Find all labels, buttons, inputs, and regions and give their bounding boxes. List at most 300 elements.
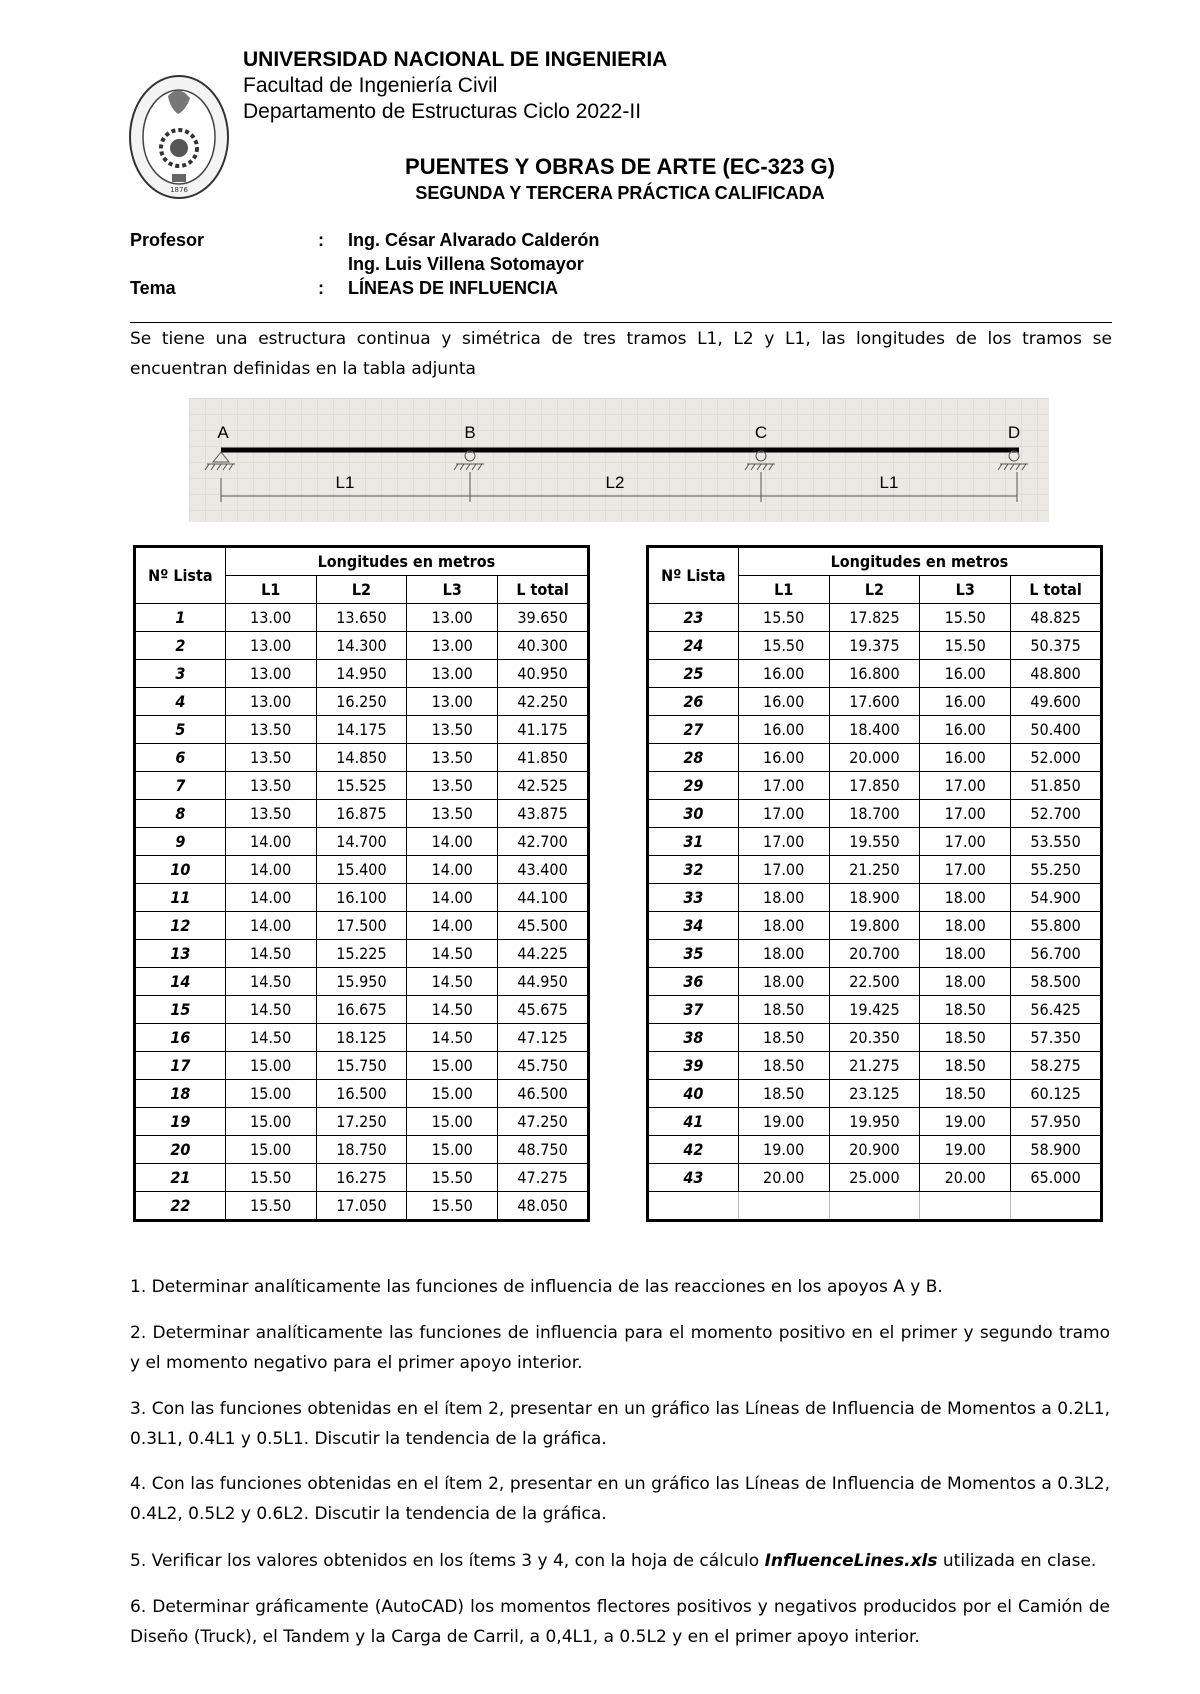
length-cell: 15.00 xyxy=(225,1080,316,1108)
length-cell: 20.900 xyxy=(829,1136,920,1164)
list-number-cell: 3 xyxy=(135,660,226,688)
list-number-cell: 34 xyxy=(648,912,739,940)
length-cell: 15.50 xyxy=(407,1164,498,1192)
length-cell: 13.50 xyxy=(407,716,498,744)
list-number-cell: 18 xyxy=(135,1080,226,1108)
table-row xyxy=(648,912,1102,940)
length-cell: 17.500 xyxy=(316,912,407,940)
table-row xyxy=(135,968,589,996)
length-cell: 14.00 xyxy=(225,884,316,912)
length-cell: 18.750 xyxy=(316,1136,407,1164)
colon: : xyxy=(318,230,324,250)
length-cell: 19.00 xyxy=(920,1108,1011,1136)
length-cell: 13.50 xyxy=(407,800,498,828)
length-cell: 21.275 xyxy=(829,1052,920,1080)
list-number-cell: 17 xyxy=(135,1052,226,1080)
table-row xyxy=(135,1024,589,1052)
empty-cell xyxy=(1011,1192,1102,1221)
empty-row xyxy=(648,1192,1102,1221)
length-cell: 40.950 xyxy=(498,660,589,688)
length-cell: 19.375 xyxy=(829,632,920,660)
length-cell: 20.000 xyxy=(829,744,920,772)
length-cell: 47.125 xyxy=(498,1024,589,1052)
length-cell: 16.00 xyxy=(920,716,1011,744)
table-row xyxy=(648,800,1102,828)
list-number-cell: 16 xyxy=(135,1024,226,1052)
table-row xyxy=(648,632,1102,660)
length-cell: 16.00 xyxy=(738,660,829,688)
length-cell: 19.800 xyxy=(829,912,920,940)
length-cell: 42.250 xyxy=(498,688,589,716)
length-cell: 58.500 xyxy=(1011,968,1102,996)
length-cell: 15.00 xyxy=(225,1108,316,1136)
length-cell: 14.50 xyxy=(407,996,498,1024)
length-cell: 18.00 xyxy=(738,940,829,968)
length-cell: 18.50 xyxy=(738,1080,829,1108)
faculty-name: Facultad de Ingeniería Civil xyxy=(243,74,498,97)
colon: : xyxy=(318,278,324,298)
table-row xyxy=(648,716,1102,744)
length-cell: 20.00 xyxy=(738,1164,829,1192)
intro-paragraph: Se tiene una estructura continua y simétrica de tres tramos L1, L2 y L1, las longitudes de los tramos se encuentran definidas en la tabla adjunta xyxy=(130,329,1112,379)
table-row xyxy=(135,828,589,856)
list-number-cell: 6 xyxy=(135,744,226,772)
table-row xyxy=(648,1164,1102,1192)
length-cell: 40.300 xyxy=(498,632,589,660)
list-number-cell: 11 xyxy=(135,884,226,912)
svg-text:1876: 1876 xyxy=(170,186,188,194)
length-cell: 21.250 xyxy=(829,856,920,884)
length-cell: 17.00 xyxy=(738,856,829,884)
span-label-2: L2 xyxy=(605,473,625,492)
list-number-cell: 20 xyxy=(135,1136,226,1164)
length-cell: 13.00 xyxy=(225,660,316,688)
list-number-cell: 35 xyxy=(648,940,739,968)
list-number-cell: 40 xyxy=(648,1080,739,1108)
col-group-header: Longitudes en metros xyxy=(738,547,1101,576)
length-cell: 41.850 xyxy=(498,744,589,772)
table-row xyxy=(135,1164,589,1192)
table-row xyxy=(135,744,589,772)
length-cell: 14.850 xyxy=(316,744,407,772)
length-cell: 15.00 xyxy=(407,1052,498,1080)
support-label-a: A xyxy=(217,423,229,442)
length-cell: 56.425 xyxy=(1011,996,1102,1024)
exam-title: SEGUNDA Y TERCERA PRÁCTICA CALIFICADA xyxy=(415,183,825,203)
list-number-cell: 33 xyxy=(648,884,739,912)
length-cell: 13.00 xyxy=(407,604,498,632)
length-cell: 19.950 xyxy=(829,1108,920,1136)
length-cell: 65.000 xyxy=(1011,1164,1102,1192)
table-row xyxy=(648,884,1102,912)
length-cell: 15.00 xyxy=(407,1108,498,1136)
length-cell: 15.50 xyxy=(738,604,829,632)
length-cell: 14.950 xyxy=(316,660,407,688)
length-cell: 45.750 xyxy=(498,1052,589,1080)
length-cell: 48.750 xyxy=(498,1136,589,1164)
length-cell: 18.125 xyxy=(316,1024,407,1052)
length-cell: 50.375 xyxy=(1011,632,1102,660)
length-cell: 52.000 xyxy=(1011,744,1102,772)
length-cell: 13.50 xyxy=(225,800,316,828)
length-cell: 14.00 xyxy=(225,828,316,856)
university-seal-logo xyxy=(128,74,230,200)
length-cell: 16.00 xyxy=(738,744,829,772)
table-row xyxy=(135,1136,589,1164)
length-cell: 19.00 xyxy=(738,1108,829,1136)
list-number-cell: 7 xyxy=(135,772,226,800)
length-cell: 42.700 xyxy=(498,828,589,856)
empty-cell xyxy=(920,1192,1011,1221)
length-cell: 53.550 xyxy=(1011,828,1102,856)
length-cell: 15.750 xyxy=(316,1052,407,1080)
length-cell: 13.00 xyxy=(407,660,498,688)
length-cell: 48.825 xyxy=(1011,604,1102,632)
length-cell: 48.800 xyxy=(1011,660,1102,688)
list-number-cell: 8 xyxy=(135,800,226,828)
list-number-cell: 2 xyxy=(135,632,226,660)
length-cell: 14.00 xyxy=(407,856,498,884)
table-row xyxy=(135,772,589,800)
length-cell: 43.400 xyxy=(498,856,589,884)
length-cell: 17.00 xyxy=(920,828,1011,856)
length-cell: 22.500 xyxy=(829,968,920,996)
continuous-beam-diagram xyxy=(189,398,1049,522)
table-row xyxy=(648,828,1102,856)
length-cell: 57.950 xyxy=(1011,1108,1102,1136)
length-cell: 45.675 xyxy=(498,996,589,1024)
length-cell: 43.875 xyxy=(498,800,589,828)
length-cell: 17.00 xyxy=(738,772,829,800)
length-cell: 18.700 xyxy=(829,800,920,828)
list-number-cell: 19 xyxy=(135,1108,226,1136)
length-cell: 13.50 xyxy=(225,772,316,800)
length-cell: 18.50 xyxy=(920,1080,1011,1108)
length-cell: 14.700 xyxy=(316,828,407,856)
length-cell: 13.00 xyxy=(407,632,498,660)
length-cell: 17.850 xyxy=(829,772,920,800)
length-cell: 18.00 xyxy=(920,884,1011,912)
list-number-cell: 4 xyxy=(135,688,226,716)
length-cell: 17.00 xyxy=(920,856,1011,884)
question-6: 6. Determinar gráficamente (AutoCAD) los momentos flectores positivos y negativos producidos por el Camión de Diseño (Truck), el Tandem y la Carga de Carril, a 0,4L1, a 0.5L2 y en el primer apoyo interior. xyxy=(130,1597,1110,1647)
table-row xyxy=(648,856,1102,884)
table-row xyxy=(648,1108,1102,1136)
table-row xyxy=(135,1108,589,1136)
length-cell: 13.650 xyxy=(316,604,407,632)
table-row xyxy=(135,940,589,968)
table-row xyxy=(648,688,1102,716)
list-number-cell: 26 xyxy=(648,688,739,716)
length-cell: 13.50 xyxy=(407,772,498,800)
length-cell: 17.00 xyxy=(920,800,1011,828)
span-label-3: L1 xyxy=(879,473,899,492)
list-number-cell: 9 xyxy=(135,828,226,856)
list-number-cell: 29 xyxy=(648,772,739,800)
table-row xyxy=(135,604,589,632)
length-cell: 15.950 xyxy=(316,968,407,996)
length-cell: 15.50 xyxy=(225,1192,316,1221)
col-header-l2: L2 xyxy=(829,576,920,604)
table-row xyxy=(648,940,1102,968)
length-cell: 15.00 xyxy=(407,1136,498,1164)
col-group-header: Longitudes en metros xyxy=(225,547,588,576)
length-cell: 16.800 xyxy=(829,660,920,688)
list-number-cell: 10 xyxy=(135,856,226,884)
col-header-ltotal: L total xyxy=(1011,576,1102,604)
length-cell: 17.050 xyxy=(316,1192,407,1221)
length-cell: 15.50 xyxy=(225,1164,316,1192)
table-row xyxy=(135,688,589,716)
list-number-cell: 37 xyxy=(648,996,739,1024)
table-row xyxy=(648,968,1102,996)
length-cell: 51.850 xyxy=(1011,772,1102,800)
table-row xyxy=(648,1052,1102,1080)
length-cell: 16.100 xyxy=(316,884,407,912)
length-cell: 52.700 xyxy=(1011,800,1102,828)
table-row xyxy=(135,632,589,660)
col-header-l1: L1 xyxy=(225,576,316,604)
length-cell: 47.275 xyxy=(498,1164,589,1192)
list-number-cell: 43 xyxy=(648,1164,739,1192)
length-cell: 15.50 xyxy=(920,632,1011,660)
table-row xyxy=(135,1052,589,1080)
length-cell: 47.250 xyxy=(498,1108,589,1136)
profesor-label: Profesor xyxy=(130,230,205,250)
length-cell: 58.900 xyxy=(1011,1136,1102,1164)
length-cell: 14.300 xyxy=(316,632,407,660)
question-5: 5. Verificar los valores obtenidos en los ítems 3 y 4, con la hoja de cálculo InfluenceLines.xls utilizada en clase. xyxy=(130,1551,1097,1571)
col-header-l3: L3 xyxy=(407,576,498,604)
length-cell: 45.500 xyxy=(498,912,589,940)
question-1: 1. Determinar analíticamente las funciones de influencia de las reacciones en los apoyos A y B. xyxy=(130,1277,943,1297)
tema-label: Tema xyxy=(130,278,176,298)
table-row xyxy=(648,1080,1102,1108)
length-cell: 14.50 xyxy=(225,940,316,968)
table-row xyxy=(135,996,589,1024)
length-cell: 15.525 xyxy=(316,772,407,800)
university-name: UNIVERSIDAD NACIONAL DE INGENIERIA xyxy=(243,48,668,71)
length-cell: 17.00 xyxy=(920,772,1011,800)
length-cell: 13.00 xyxy=(225,688,316,716)
length-cell: 14.00 xyxy=(407,884,498,912)
length-cell: 20.700 xyxy=(829,940,920,968)
course-title: PUENTES Y OBRAS DE ARTE (EC-323 G) xyxy=(405,154,835,179)
length-cell: 14.50 xyxy=(407,940,498,968)
length-cell: 50.400 xyxy=(1011,716,1102,744)
table-row xyxy=(648,772,1102,800)
length-cell: 18.00 xyxy=(920,968,1011,996)
length-cell: 25.000 xyxy=(829,1164,920,1192)
length-cell: 16.675 xyxy=(316,996,407,1024)
empty-cell xyxy=(829,1192,920,1221)
list-number-cell: 1 xyxy=(135,604,226,632)
length-cell: 16.250 xyxy=(316,688,407,716)
length-cell: 48.050 xyxy=(498,1192,589,1221)
length-cell: 18.50 xyxy=(920,996,1011,1024)
length-cell: 13.00 xyxy=(225,604,316,632)
length-cell: 14.50 xyxy=(407,1024,498,1052)
length-cell: 57.350 xyxy=(1011,1024,1102,1052)
lengths-table-left xyxy=(133,545,590,1222)
length-cell: 44.100 xyxy=(498,884,589,912)
question-4: 4. Con las funciones obtenidas en el ítem 2, presentar en un gráfico las Líneas de Influencia de Momentos a 0.3L2, 0.4L2, 0.5L2 y 0.6L2. Discutir la tendencia de la gráfica. xyxy=(130,1474,1110,1524)
length-cell: 16.00 xyxy=(920,660,1011,688)
length-cell: 16.500 xyxy=(316,1080,407,1108)
length-cell: 18.00 xyxy=(920,940,1011,968)
col-header-ltotal: L total xyxy=(498,576,589,604)
length-cell: 17.250 xyxy=(316,1108,407,1136)
length-cell: 18.50 xyxy=(738,996,829,1024)
table-row xyxy=(648,660,1102,688)
table-row xyxy=(135,856,589,884)
length-cell: 16.00 xyxy=(738,688,829,716)
col-header-l3: L3 xyxy=(920,576,1011,604)
length-cell: 18.50 xyxy=(738,1024,829,1052)
length-cell: 56.700 xyxy=(1011,940,1102,968)
list-number-cell: 21 xyxy=(135,1164,226,1192)
list-number-cell: 30 xyxy=(648,800,739,828)
length-cell: 44.225 xyxy=(498,940,589,968)
length-cell: 20.350 xyxy=(829,1024,920,1052)
length-cell: 14.00 xyxy=(407,912,498,940)
list-number-cell: 13 xyxy=(135,940,226,968)
length-cell: 17.600 xyxy=(829,688,920,716)
length-cell: 46.500 xyxy=(498,1080,589,1108)
length-cell: 18.50 xyxy=(920,1024,1011,1052)
length-cell: 16.00 xyxy=(920,744,1011,772)
length-cell: 17.825 xyxy=(829,604,920,632)
list-number-cell: 22 xyxy=(135,1192,226,1221)
length-cell: 16.875 xyxy=(316,800,407,828)
length-cell: 14.00 xyxy=(225,912,316,940)
length-cell: 14.00 xyxy=(225,856,316,884)
support-label-c: C xyxy=(754,423,768,442)
length-cell: 15.00 xyxy=(225,1052,316,1080)
length-cell: 15.225 xyxy=(316,940,407,968)
list-number-cell: 28 xyxy=(648,744,739,772)
length-cell: 14.00 xyxy=(407,828,498,856)
length-cell: 18.00 xyxy=(920,912,1011,940)
list-number-cell: 32 xyxy=(648,856,739,884)
col-header-no: Nº Lista xyxy=(135,547,226,604)
length-cell: 54.900 xyxy=(1011,884,1102,912)
table-row xyxy=(135,660,589,688)
profesor-name-1: Ing. César Alvarado Calderón xyxy=(348,230,600,250)
lengths-table-right xyxy=(646,545,1103,1222)
span-label-1: L1 xyxy=(335,473,355,492)
length-cell: 14.175 xyxy=(316,716,407,744)
length-cell: 15.400 xyxy=(316,856,407,884)
table-row xyxy=(135,716,589,744)
length-cell: 23.125 xyxy=(829,1080,920,1108)
length-cell: 18.50 xyxy=(920,1052,1011,1080)
length-cell: 18.900 xyxy=(829,884,920,912)
length-cell: 14.50 xyxy=(225,996,316,1024)
list-number-cell: 31 xyxy=(648,828,739,856)
support-label-b: B xyxy=(464,423,476,442)
length-cell: 55.250 xyxy=(1011,856,1102,884)
support-label-d: D xyxy=(1007,423,1021,442)
length-cell: 14.50 xyxy=(225,1024,316,1052)
table-row xyxy=(648,744,1102,772)
length-cell: 13.50 xyxy=(407,744,498,772)
length-cell: 14.50 xyxy=(225,968,316,996)
question-3: 3. Con las funciones obtenidas en el ítem 2, presentar en un gráfico las Líneas de Influencia de Momentos a 0.2L1, 0.3L1, 0.4L1 y 0.5L1. Discutir la tendencia de la gráfica. xyxy=(130,1399,1110,1449)
length-cell: 19.00 xyxy=(738,1136,829,1164)
length-cell: 15.50 xyxy=(407,1192,498,1221)
length-cell: 13.00 xyxy=(225,632,316,660)
length-cell: 41.175 xyxy=(498,716,589,744)
list-number-cell: 25 xyxy=(648,660,739,688)
length-cell: 17.00 xyxy=(738,828,829,856)
table-row xyxy=(648,604,1102,632)
list-number-cell: 27 xyxy=(648,716,739,744)
length-cell: 44.950 xyxy=(498,968,589,996)
list-number-cell: 23 xyxy=(648,604,739,632)
length-cell: 55.800 xyxy=(1011,912,1102,940)
length-cell: 16.00 xyxy=(920,688,1011,716)
table-row xyxy=(135,1192,589,1221)
length-cell: 15.00 xyxy=(407,1080,498,1108)
length-cell: 39.650 xyxy=(498,604,589,632)
list-number-cell: 38 xyxy=(648,1024,739,1052)
length-cell: 20.00 xyxy=(920,1164,1011,1192)
table-row xyxy=(135,1080,589,1108)
empty-cell xyxy=(738,1192,829,1221)
length-cell: 18.400 xyxy=(829,716,920,744)
col-header-l2: L2 xyxy=(316,576,407,604)
length-cell: 60.125 xyxy=(1011,1080,1102,1108)
length-cell: 19.425 xyxy=(829,996,920,1024)
list-number-cell: 24 xyxy=(648,632,739,660)
list-number-cell: 14 xyxy=(135,968,226,996)
length-cell: 18.00 xyxy=(738,912,829,940)
length-cell: 19.550 xyxy=(829,828,920,856)
table-row xyxy=(648,1024,1102,1052)
list-number-cell: 39 xyxy=(648,1052,739,1080)
department-name: Departamento de Estructuras Ciclo 2022-II xyxy=(243,100,642,123)
table-row xyxy=(135,884,589,912)
length-cell: 49.600 xyxy=(1011,688,1102,716)
list-number-cell: 42 xyxy=(648,1136,739,1164)
list-number-cell: 12 xyxy=(135,912,226,940)
table-row xyxy=(135,912,589,940)
table-row xyxy=(648,1136,1102,1164)
list-number-cell: 36 xyxy=(648,968,739,996)
length-cell: 16.00 xyxy=(738,716,829,744)
profesor-name-2: Ing. Luis Villena Sotomayor xyxy=(348,254,584,274)
length-cell: 17.00 xyxy=(738,800,829,828)
col-header-no: Nº Lista xyxy=(648,547,739,604)
col-header-l1: L1 xyxy=(738,576,829,604)
length-cell: 15.50 xyxy=(738,632,829,660)
list-number-cell: 15 xyxy=(135,996,226,1024)
length-cell: 15.50 xyxy=(920,604,1011,632)
length-cell: 13.00 xyxy=(407,688,498,716)
length-cell: 42.525 xyxy=(498,772,589,800)
table-row xyxy=(135,800,589,828)
question-2: 2. Determinar analíticamente las funciones de influencia para el momento positivo en el primer y segundo tramo y el momento negativo para el primer apoyo interior. xyxy=(130,1323,1110,1373)
length-cell: 14.50 xyxy=(407,968,498,996)
length-cell: 13.50 xyxy=(225,716,316,744)
list-number-cell: 41 xyxy=(648,1108,739,1136)
list-number-cell: 5 xyxy=(135,716,226,744)
empty-cell xyxy=(648,1192,739,1221)
length-cell: 18.00 xyxy=(738,884,829,912)
length-cell: 15.00 xyxy=(225,1136,316,1164)
tema-value: LÍNEAS DE INFLUENCIA xyxy=(348,278,559,298)
